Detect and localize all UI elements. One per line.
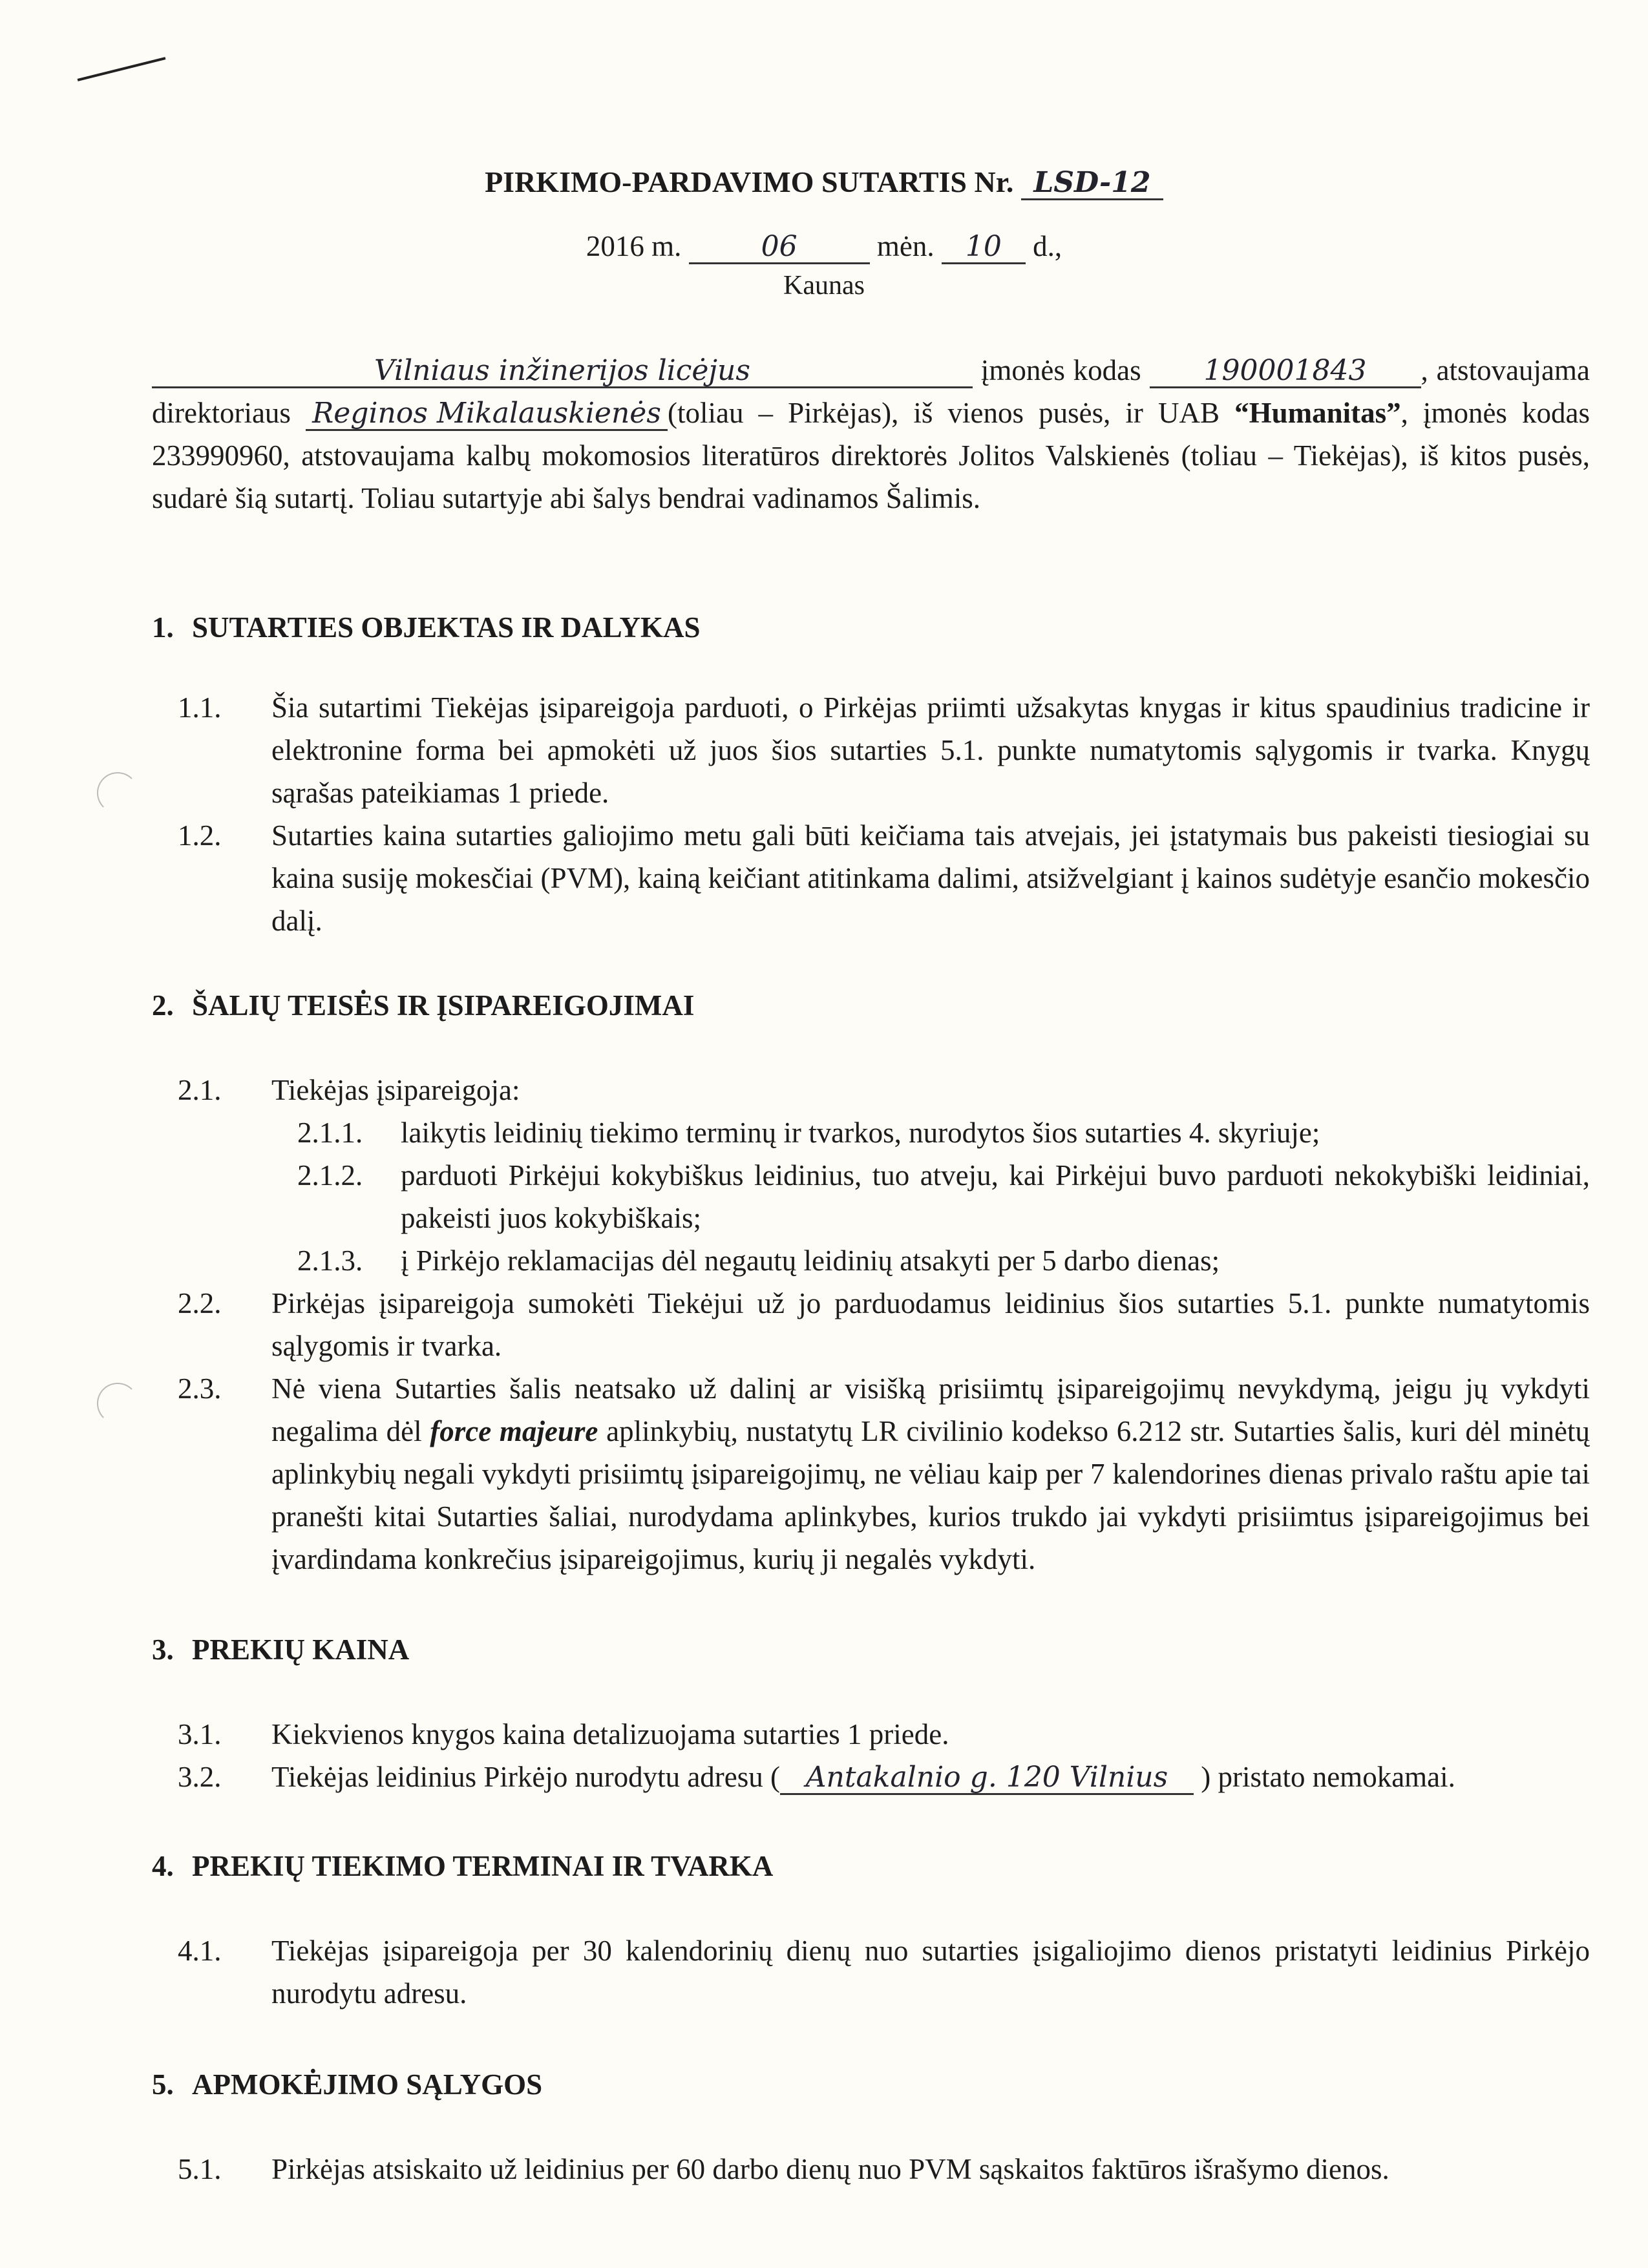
section-5: [152, 2068, 1590, 2190]
document-title: [0, 165, 1648, 200]
clause-5-1: [152, 2148, 1590, 2190]
hole-punch-mark: [97, 772, 138, 814]
pen-stroke-mark: [78, 57, 166, 81]
clause-2-1-2: [271, 1154, 1590, 1239]
clause-text: [271, 1367, 1590, 1580]
director-name: Reginos Mikalauskienės: [306, 398, 668, 431]
clause-3-2: [152, 1756, 1590, 1798]
clause-1-1: [152, 686, 1590, 814]
clause-number: 3.1.: [178, 1718, 222, 1750]
clause-text: Kiekvienos knygos kaina detalizuojama sutarties 1 priede.: [271, 1718, 949, 1750]
intro-text-2: , įmonės kodas 233990960, atstovaujama kalbų mokomosios literatūros direktorės Jolitos Valskienės (toliau – Tiekėjas), iš kitos pusės, sudarė šią sutartį. Toliau sutartyje abi šalys bendrai vadinamos Šalimis.: [152, 397, 1590, 514]
delivery-address: Antakalnio g. 120 Vilnius: [780, 1762, 1194, 1795]
clause-2-3: [152, 1367, 1590, 1580]
section-number: 3.: [152, 1633, 174, 1666]
day-label: d.,: [1033, 230, 1062, 262]
title-text: PIRKIMO-PARDAVIMO SUTARTIS Nr.: [485, 165, 1014, 198]
section-title: ŠALIŲ TEISĖS IR ĮSIPAREIGOJIMAI: [192, 989, 695, 1022]
clause-1-2: [152, 814, 1590, 942]
clause-2-2: [152, 1282, 1590, 1367]
subclause-number: 2.1.2.: [297, 1159, 363, 1192]
clause-text-part: Tiekėjas leidinius Pirkėjo nurodytu adresu (: [271, 1761, 780, 1793]
director-label: direktoriaus: [152, 397, 291, 429]
clause-text: Tiekėjas įsipareigoja:: [271, 1074, 520, 1106]
buyer-code: 190001843: [1150, 355, 1421, 388]
clause-text: Pirkėjas atsiskaito už leidinius per 60 darbo dienų nuo PVM sąskaitos faktūros išrašymo dienos.: [271, 2153, 1389, 2185]
clause-4-1: [152, 1929, 1590, 2015]
clause-text: Tiekėjas įsipareigoja per 30 kalendorinių dienų nuo sutarties įsigaliojimo dienos pristatyti leidinius Pirkėjo nurodytu adresu.: [271, 1935, 1590, 2010]
clause-text-part: aplinkybių, nustatytų LR civilinio kodekso 6.212 str. Sutarties šalis, kuri dėl minėtų aplinkybių negali vykdyti prisiimtų įsipareigojimų, ne vėliau kaip per 7 kalendorines dienas privalo raštu apie tai pranešti kitai Sutarties šaliai, nurodydama aplinkybes, kurios trukdo jai vykdyti prisiimtus įsipareigojimus bei įvardindama konkrečius įsipareigojimus, kurių ji negalės vykdyti.: [271, 1415, 1590, 1575]
clause-number: 5.1.: [178, 2153, 222, 2185]
section-title: PREKIŲ TIEKIMO TERMINAI IR TVARKA: [192, 1850, 774, 1882]
section-number: 2.: [152, 989, 174, 1022]
contract-city: Kaunas: [783, 271, 865, 300]
section-heading: [152, 1849, 1590, 1883]
subclause-text: laikytis leidinių tiekimo terminų ir tvarkos, nurodytos šios sutarties 4. skyriuje;: [401, 1117, 1320, 1149]
intro-text: (toliau – Pirkėjas), iš vienos pusės, ir UAB: [668, 397, 1220, 429]
section-3: [152, 1633, 1590, 1798]
intro-paragraph: [152, 349, 1590, 520]
section-1: [152, 611, 1590, 942]
date-year: 2016 m.: [586, 230, 682, 262]
clause-text: Šia sutartimi Tiekėjas įsipareigoja parduoti, o Pirkėjas priimti užsakytas knygas ir kitus spaudinius tradicine ir elektronine forma bei apmokėti už juos šios sutarties 5.1. punkte numatytomis sąlygomis ir tvarka. Knygų sąrašas pateikiamas 1 priede.: [271, 691, 1590, 809]
section-heading: [152, 1633, 1590, 1666]
subclause-number: 2.1.3.: [297, 1244, 363, 1277]
clause-number: 3.2.: [178, 1761, 222, 1793]
month-label: mėn.: [876, 230, 935, 262]
represented-text: , atstovaujama: [1421, 354, 1590, 386]
clause-number: 1.2.: [178, 819, 222, 852]
clause-text-part: Nė viena Sutarties šalis neatsako už dalinį ar visišką prisiimtų įsipareigojimų nevykdymą, jeigu jų vykdyti negalima dėl: [271, 1372, 1590, 1447]
supplier-name: “Humanitas”: [1234, 397, 1401, 429]
clause-text-part: ) pristato nemokamai.: [1201, 1761, 1455, 1793]
section-heading: [152, 989, 1590, 1022]
code-label: įmonės kodas: [980, 354, 1141, 386]
subclause-number: 2.1.1.: [297, 1117, 363, 1149]
subclause-text: į Pirkėjo reklamacijas dėl negautų leidinių atsakyti per 5 darbo dienas;: [401, 1244, 1220, 1277]
clause-number: 1.1.: [178, 691, 222, 724]
clause-text: Sutarties kaina sutarties galiojimo metu gali būti keičiama tais atvejais, jei įstatymais bus pakeisti tiesiogiai su kaina susiję mokesčiai (PVM), kainą keičiant atitinkama dalimi, atsižvelgiant į kainos sudėtyje esančio mokesčio dalį.: [271, 819, 1590, 937]
clause-number: 2.2.: [178, 1287, 222, 1319]
clause-number: 2.1.: [178, 1074, 222, 1106]
clause-number: 4.1.: [178, 1935, 222, 1967]
section-4: [152, 1849, 1590, 2015]
section-title: SUTARTIES OBJEKTAS IR DALYKAS: [192, 611, 701, 644]
force-majeure-term: force majeure: [430, 1415, 598, 1447]
date-day: 10: [942, 231, 1026, 264]
hole-punch-mark: [97, 1383, 138, 1424]
section-number: 4.: [152, 1850, 174, 1882]
section-heading: [152, 611, 1590, 644]
section-2: [152, 989, 1590, 1580]
section-number: 5.: [152, 2068, 174, 2101]
section-heading: [152, 2068, 1590, 2101]
contract-number: LSD-12: [1021, 167, 1163, 200]
clause-2-1-3: [271, 1239, 1590, 1282]
clause-text: [271, 1756, 1590, 1798]
clause-2-1-1: [271, 1111, 1590, 1154]
section-title: PREKIŲ KAINA: [192, 1633, 410, 1666]
date-month: 06: [689, 231, 870, 264]
subclause-text: parduoti Pirkėjui kokybiškus leidinius, tuo atveju, kai Pirkėjui buvo parduoti nekokybiški leidiniai, pakeisti juos kokybiškais;: [401, 1159, 1590, 1234]
clause-number: 2.3.: [178, 1372, 222, 1405]
section-title: APMOKĖJIMO SĄLYGOS: [192, 2068, 543, 2101]
section-number: 1.: [152, 611, 174, 644]
buyer-name: Vilniaus inžinerijos licėjus: [152, 355, 973, 388]
clause-2-1: [152, 1069, 1590, 1282]
clause-3-1: [152, 1713, 1590, 1756]
clause-text: Pirkėjas įsipareigoja sumokėti Tiekėjui už jo parduodamus leidinius šios sutarties 5.1. punkte numatytomis sąlygomis ir tvarka.: [271, 1287, 1590, 1362]
contract-date: [0, 229, 1648, 264]
